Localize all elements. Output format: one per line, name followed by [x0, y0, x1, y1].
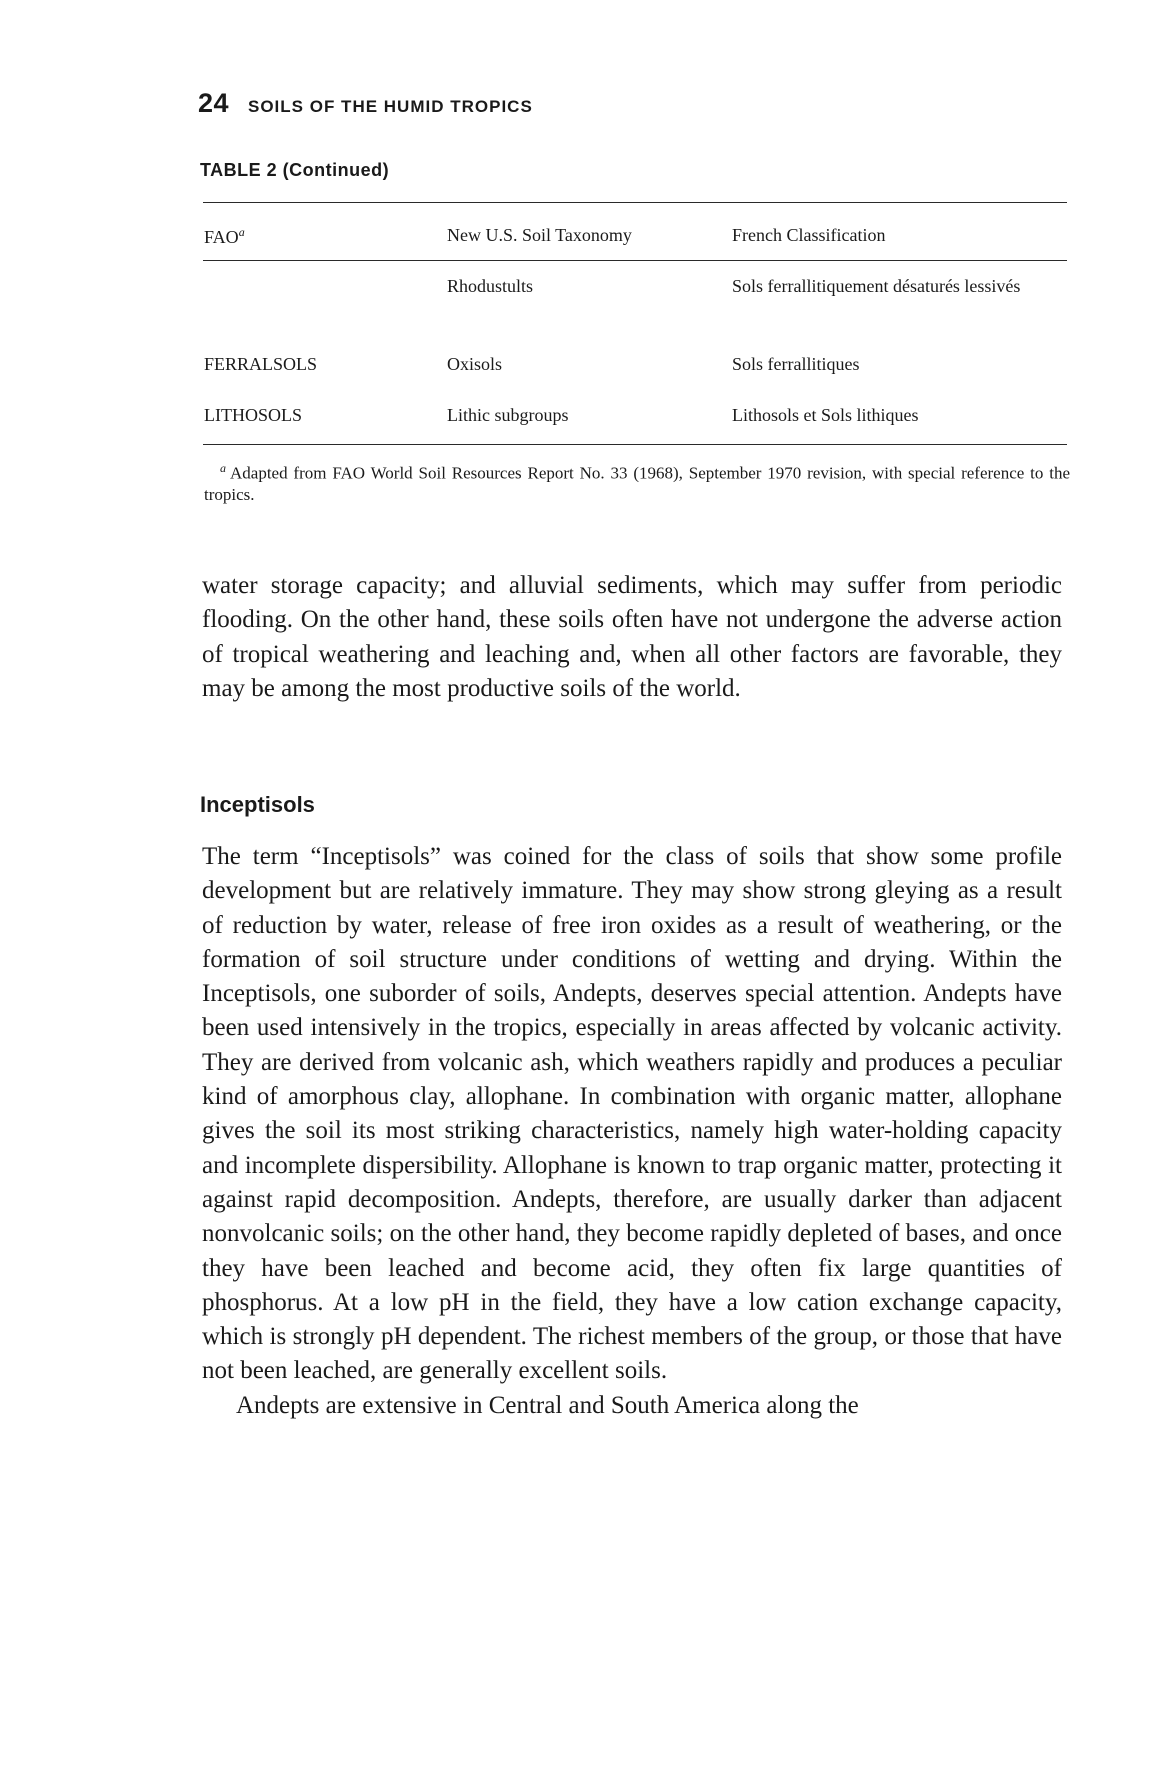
- running-head: [198, 88, 533, 119]
- header-fao-footnote-mark: a: [238, 225, 245, 239]
- table-top-rule: [203, 202, 1067, 203]
- continued-text: [202, 569, 1062, 706]
- header-french-classification: French Classification: [732, 225, 886, 245]
- section-body: [202, 840, 1062, 1423]
- table-header-rule: [203, 260, 1067, 261]
- table-title: TABLE 2 (Continued): [200, 160, 390, 180]
- table-cell-us-row2: Oxisols: [447, 354, 503, 374]
- footnote-mark: a: [220, 461, 226, 475]
- table-cell-us-row3: Lithic subgroups: [447, 405, 569, 425]
- section-heading: Inceptisols: [200, 792, 315, 817]
- paragraph-andepts: Andepts are extensive in Central and South America along the: [236, 1391, 859, 1419]
- table-cell-french-row3: Lithosols et Sols lithiques: [732, 405, 919, 425]
- table-cell-fao-row3: LITHOSOLS: [204, 405, 302, 425]
- table-cell-french-row1: Sols ferrallitiquement désaturés lessivés: [732, 276, 1021, 296]
- header-fao-label: FAO: [204, 227, 239, 247]
- table-bottom-rule: [203, 444, 1067, 445]
- header-us-taxonomy: New U.S. Soil Taxonomy: [447, 225, 632, 245]
- paragraph-continued: water storage capacity; and alluvial sediments, which may suffer from periodic flooding. On the other hand, these soils often have not undergone the adverse action of tropical weathering and leaching and, when all other factors are favorable, they may be among the most productive soils of the world.: [202, 572, 1062, 702]
- table-cell-fao-row2: FERRALSOLS: [204, 354, 318, 374]
- footnote-text: Adapted from FAO World Soil Resources Report No. 33 (1968), September 1970 revision, with special reference to the tropics.: [204, 463, 1070, 504]
- header-fao: [204, 225, 245, 248]
- table-footnote: [204, 458, 1070, 505]
- running-title: SOILS OF THE HUMID TROPICS: [248, 97, 533, 116]
- paragraph-inceptisols: The term “Inceptisols” was coined for the class of soils that show some profile development but are relatively immature. They may show strong gleying as a result of reduction by water, release of free iron oxides as a result of weathering, or the formation of soil structure under conditions of wetting and drying. Within the Inceptisols, one suborder of soils, Andepts, deserves special attention. Andepts have been used intensively in the tropics, especially in areas affected by volcanic activity. They are derived from volcanic ash, which weathers rapidly and produces a peculiar kind of amorphous clay, allophane. In combination with organic matter, allophane gives the soil its most striking characteristics, namely high water-holding capacity and incomplete dispersibility. Allophane is known to trap organic matter, protecting it against rapid decomposition. Andepts, therefore, are usually darker than adjacent nonvolcanic soils; on the other hand, they become rapidly depleted of bases, and once they have been leached and become acid, they often fix large quantities of phosphorus. At a low pH in the field, they have a low cation exchange capacity, which is strongly pH dependent. The richest members of the group, or those that have not been leached, are generally excellent soils.: [202, 843, 1062, 1385]
- table-cell-french-row2: Sols ferrallitiques: [732, 354, 860, 374]
- table-cell-us-row1: Rhodustults: [447, 276, 534, 296]
- page-number: 24: [198, 88, 230, 118]
